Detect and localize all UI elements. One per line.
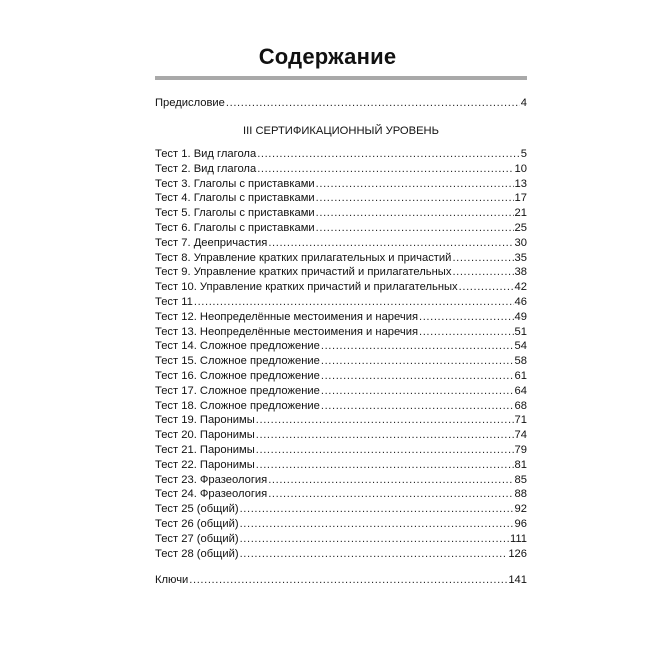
- toc-entry: [155, 295, 527, 309]
- toc-entry: [155, 413, 527, 427]
- toc-entry-label: Тест 25 (общий): [155, 503, 239, 516]
- toc-entry-page: 141: [508, 574, 527, 586]
- toc-entry-page: 85: [514, 473, 527, 486]
- toc-entry-label: Тест 17. Сложное предложение: [155, 384, 320, 397]
- toc-entry-preface: [155, 96, 527, 110]
- toc-entry-page: 71: [514, 414, 527, 427]
- toc-entry: [155, 265, 527, 279]
- toc-entry: [155, 369, 527, 383]
- toc-entry-page: 88: [514, 488, 527, 501]
- toc-entry-label: Тест 11: [155, 296, 193, 308]
- toc-entry: [155, 547, 527, 561]
- toc-entry: [155, 162, 527, 176]
- toc-leader-dots: [459, 280, 514, 294]
- toc-entry-label: Тест 18. Сложное предложение: [155, 399, 320, 412]
- toc-entry: [155, 177, 527, 191]
- toc-entry-label: Тест 26 (общий): [155, 518, 239, 530]
- toc-leader-dots: [321, 339, 514, 353]
- toc-entry-page: 92: [514, 503, 527, 516]
- toc-entry-page: 10: [514, 162, 527, 175]
- toc-entry: [155, 487, 527, 501]
- toc-entry-label: Тест 23. Фразеология: [155, 473, 268, 486]
- toc-leader-dots: [256, 428, 514, 442]
- toc-leader-dots: [189, 573, 507, 587]
- toc-entry: [155, 532, 527, 546]
- toc-entry-label: Тест 2. Вид глагола: [155, 162, 257, 175]
- toc-entry-page: 61: [514, 370, 527, 382]
- toc-leader-dots: [268, 487, 513, 501]
- toc-entry-page: 96: [514, 518, 527, 530]
- toc-entry-page: 13: [514, 177, 527, 190]
- toc-leader-dots: [268, 236, 513, 250]
- toc-entry-page: 51: [514, 325, 527, 338]
- toc-leader-dots: [419, 310, 514, 324]
- toc-entry-label: Тест 27 (общий): [155, 532, 239, 545]
- toc-entry-page: 58: [514, 355, 527, 368]
- toc-leader-dots: [316, 177, 514, 191]
- toc-entry-label: Тест 10. Управление кратких причастий и прилагательных: [155, 281, 458, 294]
- toc-entry: [155, 354, 527, 368]
- toc-entry-page: 79: [514, 444, 527, 456]
- toc-entry-page: 81: [514, 458, 527, 471]
- toc-entry-page: 111: [509, 532, 527, 545]
- toc-entry-page: 126: [508, 547, 527, 560]
- toc-entry-label: Тест 19. Паронимы: [155, 414, 255, 427]
- toc-entry-label: Тест 12. Неопределённые местоимения и наречия: [155, 310, 418, 323]
- toc-entry-label: Тест 20. Паронимы: [155, 429, 255, 442]
- toc-entry: [155, 206, 527, 220]
- toc-entry-label: Тест 3. Глаголы с приставками: [155, 177, 315, 190]
- toc-entry: [155, 473, 527, 487]
- toc-leader-dots: [321, 384, 514, 398]
- toc-leader-dots: [226, 96, 520, 110]
- toc-entry-page: 54: [514, 340, 527, 353]
- toc-entry: [155, 325, 527, 339]
- toc-leader-dots: [321, 369, 514, 383]
- toc-entry-label: Тест 4. Глаголы с приставками: [155, 192, 315, 205]
- toc-leader-dots: [194, 295, 514, 309]
- toc-leader-dots: [316, 206, 514, 220]
- toc-entry-label: Тест 15. Сложное предложение: [155, 355, 320, 368]
- toc-entry-page: 4: [520, 97, 527, 109]
- toc-entry: [155, 458, 527, 472]
- toc-leader-dots: [240, 547, 508, 561]
- toc-entry-page: 64: [514, 384, 527, 397]
- toc-entry-page: 5: [520, 148, 527, 160]
- toc-entry-label: Ключи: [155, 574, 189, 586]
- toc-entry-label: Тест 14. Сложное предложение: [155, 340, 320, 353]
- toc-leader-dots: [240, 502, 514, 516]
- toc-entry-label: Тест 1. Вид глагола: [155, 148, 257, 160]
- toc-entry-page: 42: [514, 281, 527, 294]
- toc-entry-label: Тест 8. Управление кратких прилагательных и причастий: [155, 251, 452, 264]
- toc-entry: [155, 251, 527, 265]
- toc-leader-dots: [257, 162, 513, 176]
- toc-entry-page: 74: [514, 429, 527, 442]
- toc-entry-label: Тест 24. Фразеология: [155, 488, 268, 501]
- toc-entry-page: 68: [514, 399, 527, 412]
- toc-entry-page: 49: [514, 310, 527, 323]
- toc-leader-dots: [268, 473, 513, 487]
- toc-leader-dots: [256, 413, 514, 427]
- toc-entry-page: 38: [514, 266, 527, 279]
- toc-entry-label: Тест 5. Глаголы с приставками: [155, 207, 315, 220]
- toc-leader-dots: [316, 221, 514, 235]
- toc-leader-dots: [419, 325, 514, 339]
- toc-entry-label: Тест 28 (общий): [155, 547, 239, 560]
- toc-entry-page: 17: [514, 192, 527, 205]
- toc-entry: [155, 147, 527, 161]
- toc-entry-label: Предисловие: [155, 97, 225, 109]
- toc-leader-dots: [321, 399, 514, 413]
- toc-entry: [155, 502, 527, 516]
- toc-leader-dots: [316, 191, 514, 205]
- toc-entry: [155, 339, 527, 353]
- toc-leader-dots: [256, 458, 514, 472]
- toc-entry: [155, 428, 527, 442]
- toc-entry-label: Тест 13. Неопределённые местоимения и наречия: [155, 325, 418, 338]
- toc-entry-page: 21: [514, 207, 527, 220]
- toc-leader-dots: [256, 443, 514, 457]
- toc-entry-label: Тест 6. Глаголы с приставками: [155, 222, 315, 234]
- toc-entry-keys: [155, 573, 527, 587]
- toc-entry: [155, 280, 527, 294]
- toc-leader-dots: [452, 265, 513, 279]
- toc-entry-label: Тест 21. Паронимы: [155, 444, 255, 456]
- title-divider: [155, 76, 527, 80]
- toc-entry-label: Тест 16. Сложное предложение: [155, 370, 320, 382]
- toc-entry-page: 35: [514, 251, 527, 264]
- toc-entry-label: Тест 9. Управление кратких причастий и прилагательных: [155, 266, 452, 279]
- toc-leader-dots: [321, 354, 514, 368]
- toc-entry-page: 46: [514, 296, 527, 308]
- toc-entry: [155, 443, 527, 457]
- page-title: Содержание: [258, 44, 397, 69]
- toc-leader-dots: [257, 147, 520, 161]
- section-heading: III СЕРТИФИКАЦИОННЫЙ УРОВЕНЬ: [243, 125, 439, 137]
- toc-entry-label: Тест 7. Деепричастия: [155, 236, 268, 249]
- toc-entry: [155, 191, 527, 205]
- toc-entry: [155, 310, 527, 324]
- toc-entry-page: 25: [514, 222, 527, 234]
- toc-entry-page: 30: [514, 236, 527, 249]
- toc-leader-dots: [240, 517, 514, 531]
- toc-entry: [155, 399, 527, 413]
- toc-entry-label: Тест 22. Паронимы: [155, 458, 255, 471]
- toc-entry: [155, 517, 527, 531]
- toc-entry: [155, 221, 527, 235]
- toc-entry: [155, 384, 527, 398]
- toc-entry: [155, 236, 527, 250]
- toc-leader-dots: [240, 532, 509, 546]
- toc-leader-dots: [452, 251, 513, 265]
